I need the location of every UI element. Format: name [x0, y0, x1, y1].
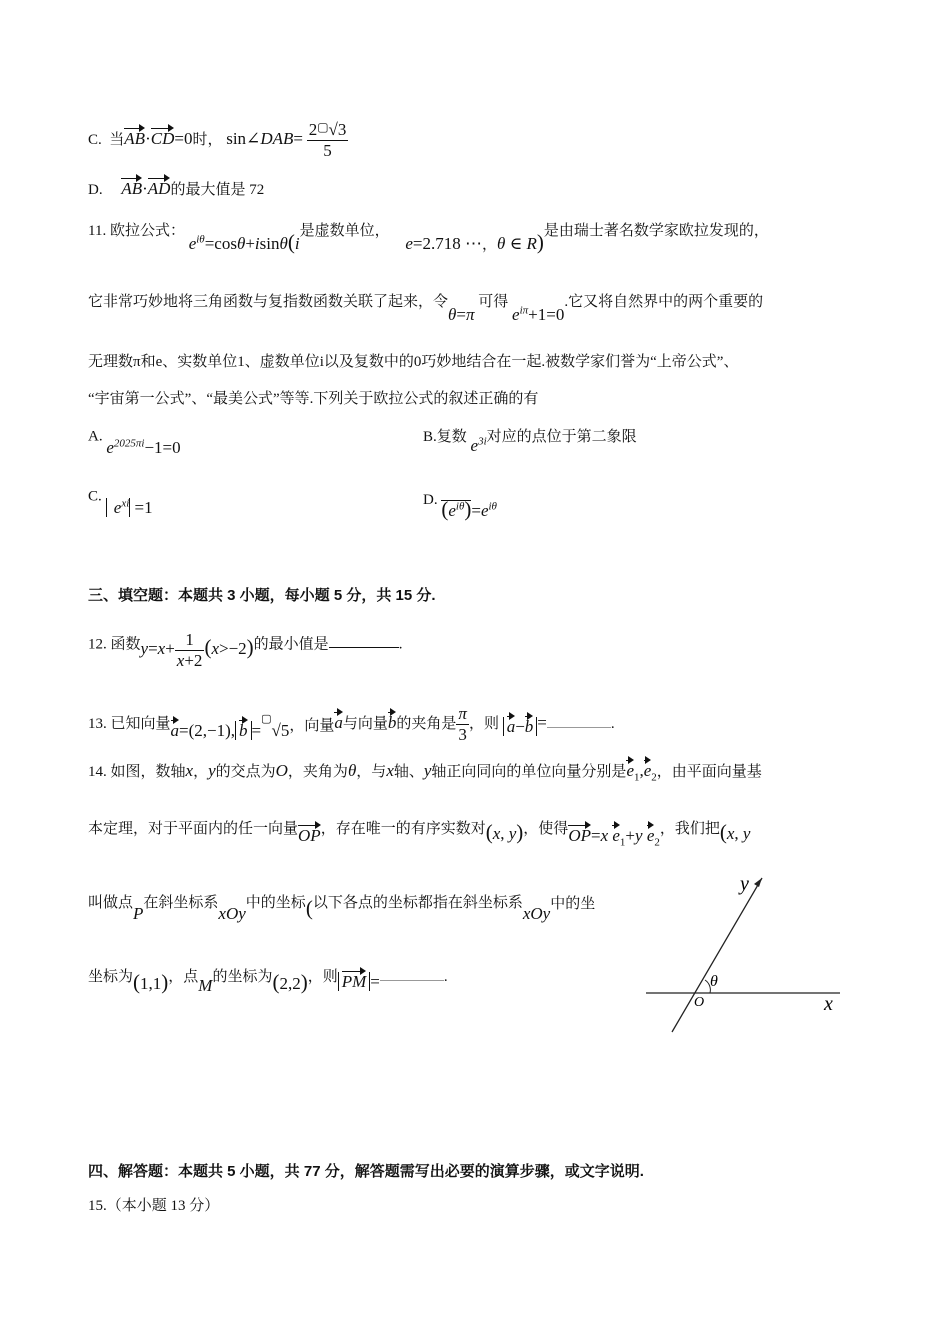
q14-l4b: ，点 [168, 969, 199, 985]
q13-t2: 与向量 [342, 715, 388, 732]
option-label: D. [88, 182, 103, 198]
q14-l3e: 中的坐 [550, 896, 596, 912]
q14-l2b: ，存在唯一的有序实数对 [320, 821, 486, 837]
q13: 13. 已知向量a=(2,−1), b =▢√5，向量a与向量b的夹角是 $\frac{\pi}{3}$ ，则 a−b = . [88, 704, 615, 744]
option-label: B.复数 [423, 429, 467, 445]
q11-line3: 无理数π和e、实数单位1、虚数单位i以及复数中的0巧妙地结合在一起.被数学家们誉为“上帝公式”、 [88, 354, 739, 370]
q13-a: a [334, 712, 343, 732]
q14-line1: 14. 如图，数轴x，y的交点为O，夹角为θ，与x轴、y轴正向同向的单位向量分别是$e_1,e_2$，由平面向量基 [88, 761, 762, 784]
option-label: C. [88, 488, 102, 505]
q14-decomposition: OP=x $e_1+y$ $e_2$ [568, 826, 660, 849]
section3-title: 三、填空题：本题共 3 小题，每小题 5 分，共 15 分. [88, 587, 436, 604]
q12-label: 12. 函数 [88, 636, 141, 653]
q14-pm: PM [338, 972, 371, 991]
q14-l1c: 的交点为 [215, 764, 276, 780]
section4-title: 四、解答题：本题共 5 小题，共 77 分，解答题需写出必要的演算步骤，或文字说明. [88, 1163, 644, 1180]
q14-l4a: 坐标为 [88, 969, 134, 985]
q14-l4c: 的坐标为 [212, 969, 273, 985]
q14-l3c: 中的坐标 [245, 895, 306, 911]
option-label: C. [88, 131, 102, 148]
q15-label: 15.（本小题 13 分） [88, 1198, 220, 1214]
q14-pair: (x, y) [485, 820, 524, 844]
q14-figure [640, 868, 860, 1038]
q12-end: . [398, 636, 403, 653]
q11-option-d [423, 485, 497, 521]
q14-l4d: ，则 [307, 969, 338, 985]
q11-label: 11. 欧拉公式： [88, 223, 185, 239]
q13-vector-a: a=(2,−1), b =▢√5 [170, 713, 290, 740]
q14-line4: 坐标为(1,1)，点M的坐标为(2,2)，则 PM = . [88, 969, 448, 995]
q14-l1e: ，与 [356, 764, 387, 780]
q10-option-d [88, 178, 264, 199]
q11-euler-formula: $e^{i\theta}=\cos\theta+isin\theta(i$ [188, 230, 300, 254]
q13-t1: ，向量 [289, 717, 335, 734]
q14-l3b: 在斜坐标系 [143, 895, 219, 911]
q10-c-fraction: $\frac{2^▢√3}{5}$ [308, 120, 347, 160]
q11-b-text: 对应的点位于第二象限 [486, 429, 637, 445]
q14-l3d: 以下各点的坐标都指在斜坐标系 [312, 895, 523, 911]
q14-l1f: 轴、 [393, 764, 424, 780]
q11-e-value: e=2.718 ⋯ [405, 234, 482, 253]
q14-line3: 叫做点P在斜坐标系xOy中的坐标(以下各点的坐标都指在斜坐标系xOy中的坐 [88, 888, 584, 913]
q14-end: . [443, 969, 448, 985]
q10-d-text: 的最大值是 72 [170, 182, 265, 198]
q14-op: OP [298, 826, 321, 845]
q13-angle: $\frac{\pi}{3}$ [458, 704, 467, 744]
q14-l1g: 轴正向同向的单位向量分别是 [431, 764, 627, 780]
q13-b: b [387, 712, 397, 732]
fig-theta-label: θ [710, 973, 718, 990]
q11-line4: “宇宙第一公式”、“最美公式”等等.下列关于欧拉公式的叙述正确的有 [88, 391, 539, 407]
q12-function: y=x+ $\frac{1}{x+2}$ (x>−2) [140, 630, 254, 670]
q13-answer-blank[interactable] [547, 727, 611, 728]
q13-t4: ，则 [468, 715, 499, 732]
q11-line2-b: 可得 [478, 294, 509, 310]
q10-option-c [88, 120, 348, 161]
q14-unit-vectors: $e_1,e_2$ [626, 761, 657, 784]
q11-b-formula: $e^{3i}$ [470, 435, 487, 455]
q14-line2 [88, 814, 751, 849]
q13-end: . [610, 715, 615, 732]
q14-l2d: ，我们把 [659, 821, 720, 837]
q11-option-a [88, 425, 181, 457]
fig-x-label: x [824, 993, 833, 1015]
q14-point-p: (1,1) [133, 970, 169, 994]
q12-text: 的最小值是 [253, 636, 329, 653]
q14-l2c: ，使得 [523, 821, 569, 837]
q14-l1d: ，夹角为 [287, 764, 348, 780]
q11-euler-identity: $e^{i\pi}+1=0$ [512, 304, 565, 324]
q11-line2-c: .它又将自然界中的两个重要的 [564, 294, 764, 310]
option-label: A. [88, 428, 103, 445]
q14-l2a: 本定理，对于平面内的任一向量 [88, 821, 299, 837]
q11-option-c [88, 485, 153, 517]
option-label: D. [423, 492, 438, 508]
q12 [88, 624, 403, 670]
q11-a-formula: $e^{2025\pi i}-1=0$ [106, 437, 181, 457]
fig-origin-label: O [694, 995, 705, 1010]
y-axis [672, 878, 762, 1032]
q10-c-text2: 时， [192, 131, 223, 148]
q10-d-formula: AB·AD [121, 179, 171, 198]
q11-t1: 是虚数单位， [299, 223, 390, 239]
q13-expression: a−b [503, 717, 538, 736]
q14-l1b: ， [193, 764, 209, 780]
q13-t3: 的夹角是 [396, 715, 457, 732]
q11-line2 [88, 290, 764, 324]
q13-label: 13. 已知向量 [88, 715, 171, 732]
q14-l1h: ，由平面向量基 [656, 764, 762, 780]
q14-l1a: 14. 如图，数轴 [88, 764, 186, 780]
q11-line1: 11. 欧拉公式： $e^{i\theta}=\cos\theta+isin\theta(i$是虚数单位， e=2.718 ⋯，θ ∈ R)是由瑞士著名数学家欧拉发现的， [88, 223, 769, 254]
q11-option-b [423, 425, 637, 455]
q14-l3a: 叫做点 [88, 895, 134, 911]
q11-t2: 是由瑞士著名数学家欧拉发现的， [543, 223, 769, 239]
q14-point-m: (2,2) [272, 970, 308, 994]
q14-pair2: (x, y [719, 820, 751, 844]
q11-d-formula: $(e^{i\theta})=e^{i\theta}$ [441, 497, 497, 521]
q12-answer-blank[interactable] [329, 647, 399, 648]
q10-c-sin: sin∠DAB= [226, 128, 303, 148]
fig-y-label: y [740, 873, 749, 895]
q10-c-formula: AB·CD=0 [124, 128, 193, 148]
q14-answer-blank[interactable] [380, 980, 444, 981]
q11-theta-domain: θ ∈ R) [497, 230, 544, 254]
q10-c-text1: 当 [109, 131, 125, 148]
q11-theta-pi: θ=π [448, 305, 475, 324]
q11-c-formula: $e^{xi} =1$ [106, 498, 153, 517]
q11-line2-a: 它非常巧妙地将三角函数与复指数函数关联了起来，令 [88, 294, 449, 310]
y-axis-arrow [754, 878, 762, 887]
